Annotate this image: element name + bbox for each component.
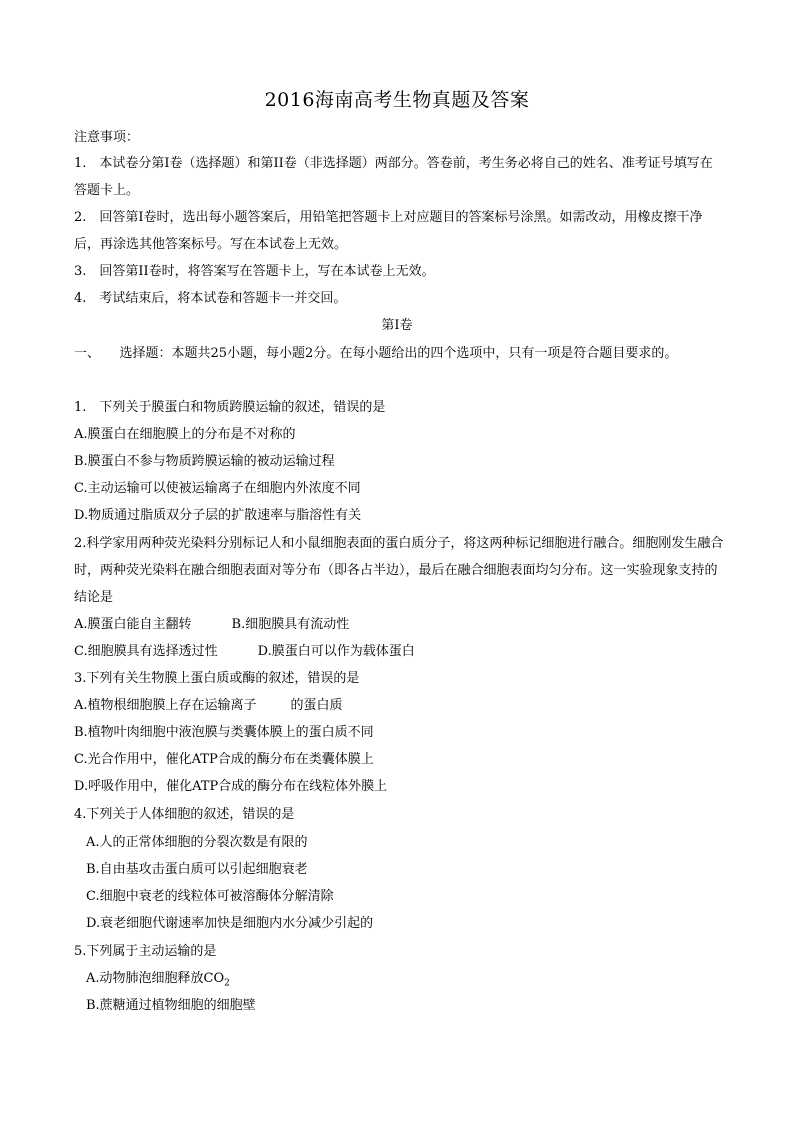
question-3-option-b: B.植物叶肉细胞中液泡膜与类囊体膜上的蛋白质不同 — [74, 725, 374, 740]
question-3-option-a-part-1: A.植物根细胞膜上存在运输离子 — [74, 698, 257, 713]
notes-item-4: 4. 考试结束后，将本试卷和答题卡一并交回。 — [74, 291, 347, 306]
question-3-option-d: D.呼吸作用中，催化ATP合成的酶分布在线粒体外膜上 — [74, 779, 388, 794]
question-3-option-a — [74, 697, 724, 715]
question-2-options-row-2 — [74, 643, 724, 661]
question-5-option-a-text: A.动物肺泡细胞释放CO — [86, 971, 225, 986]
question-2-options-row-1 — [74, 616, 724, 634]
notes-item-2: 2. 回答第Ⅰ卷时，选出每小题答案后，用铅笔把答题卡上对应题目的答案标号涂黑。如需改动，用橡皮擦干净后，再涂选其他答案标号。写在本试卷上无效。 — [74, 210, 703, 252]
question-4-option-c: C.细胞中衰老的线粒体可被溶酶体分解清除 — [86, 889, 334, 904]
question-5-option-b: B.蔗糖通过植物细胞的细胞壁 — [86, 998, 256, 1013]
question-1-option-c: C.主动运输可以使被运输离子在细胞内外浓度不同 — [74, 481, 361, 496]
question-1-option-a: A.膜蛋白在细胞膜上的分布是不对称的 — [74, 427, 296, 442]
question-5-stem: 5.下列属于主动运输的是 — [74, 944, 217, 959]
question-4-option-a: A.人的正常体细胞的分裂次数是有限的 — [86, 835, 308, 850]
question-2-stem: 2.科学家用两种荧光染料分别标记人和小鼠细胞表面的蛋白质分子，将这两种标记细胞进行融合。细胞刚发生融合时，两种荧光染料在融合细胞表面对等分布（即各占半边），最后在融合细胞表面均匀分布。这一实验现象支持的结论是 — [74, 536, 724, 605]
question-1-option-d: D.物质通过脂质双分子层的扩散速率与脂溶性有关 — [74, 508, 362, 523]
notes-item-3: 3. 回答第II卷时，将答案写在答题卡上，写在本试卷上无效。 — [74, 264, 435, 279]
question-4-option-b: B.自由基攻击蛋白质可以引起细胞衰老 — [86, 862, 308, 877]
section-instructions: 一、 选择题：本题共25小题，每小题2分。在每小题给出的四个选项中，只有一项是符合题目要求的。 — [74, 346, 678, 361]
question-3-option-a-part-2: 的蛋白质 — [290, 698, 343, 713]
question-3-stem: 3.下列有关生物膜上蛋白质或酶的叙述，错误的是 — [74, 671, 360, 686]
question-2-option-a: A.膜蛋白能自主翻转 — [74, 617, 192, 632]
notes-item-1: 1. 本试卷分第Ⅰ卷（选择题）和第II卷（非选择题）两部分。答卷前，考生务必将自己的姓名、准考证号填写在答题卡上。 — [74, 156, 713, 198]
question-2-option-d: D.膜蛋白可以作为载体蛋白 — [257, 644, 415, 659]
question-5-option-a — [86, 970, 736, 993]
subscript: 2 — [224, 978, 230, 989]
page-title: 2016海南高考生物真题及答案 — [264, 89, 530, 111]
question-1-option-b: B.膜蛋白不参与物质跨膜运输的被动运输过程 — [74, 454, 335, 469]
question-3-option-c: C.光合作用中，催化ATP合成的酶分布在类囊体膜上 — [74, 752, 374, 767]
question-4-option-d: D.衰老细胞代谢速率加快是细胞内水分减少引起的 — [86, 916, 374, 931]
question-2-option-c: C.细胞膜具有选择透过性 — [74, 644, 218, 659]
notes-heading: 注意事项： — [74, 130, 140, 145]
question-1-stem: 1. 下列关于膜蛋白和物质跨膜运输的叙述，错误的是 — [74, 400, 386, 415]
volume-title: 第Ⅰ卷 — [381, 318, 413, 333]
question-2-option-b: B.细胞膜具有流动性 — [231, 617, 350, 632]
question-4-stem: 4.下列关于人体细胞的叙述，错误的是 — [74, 807, 295, 822]
